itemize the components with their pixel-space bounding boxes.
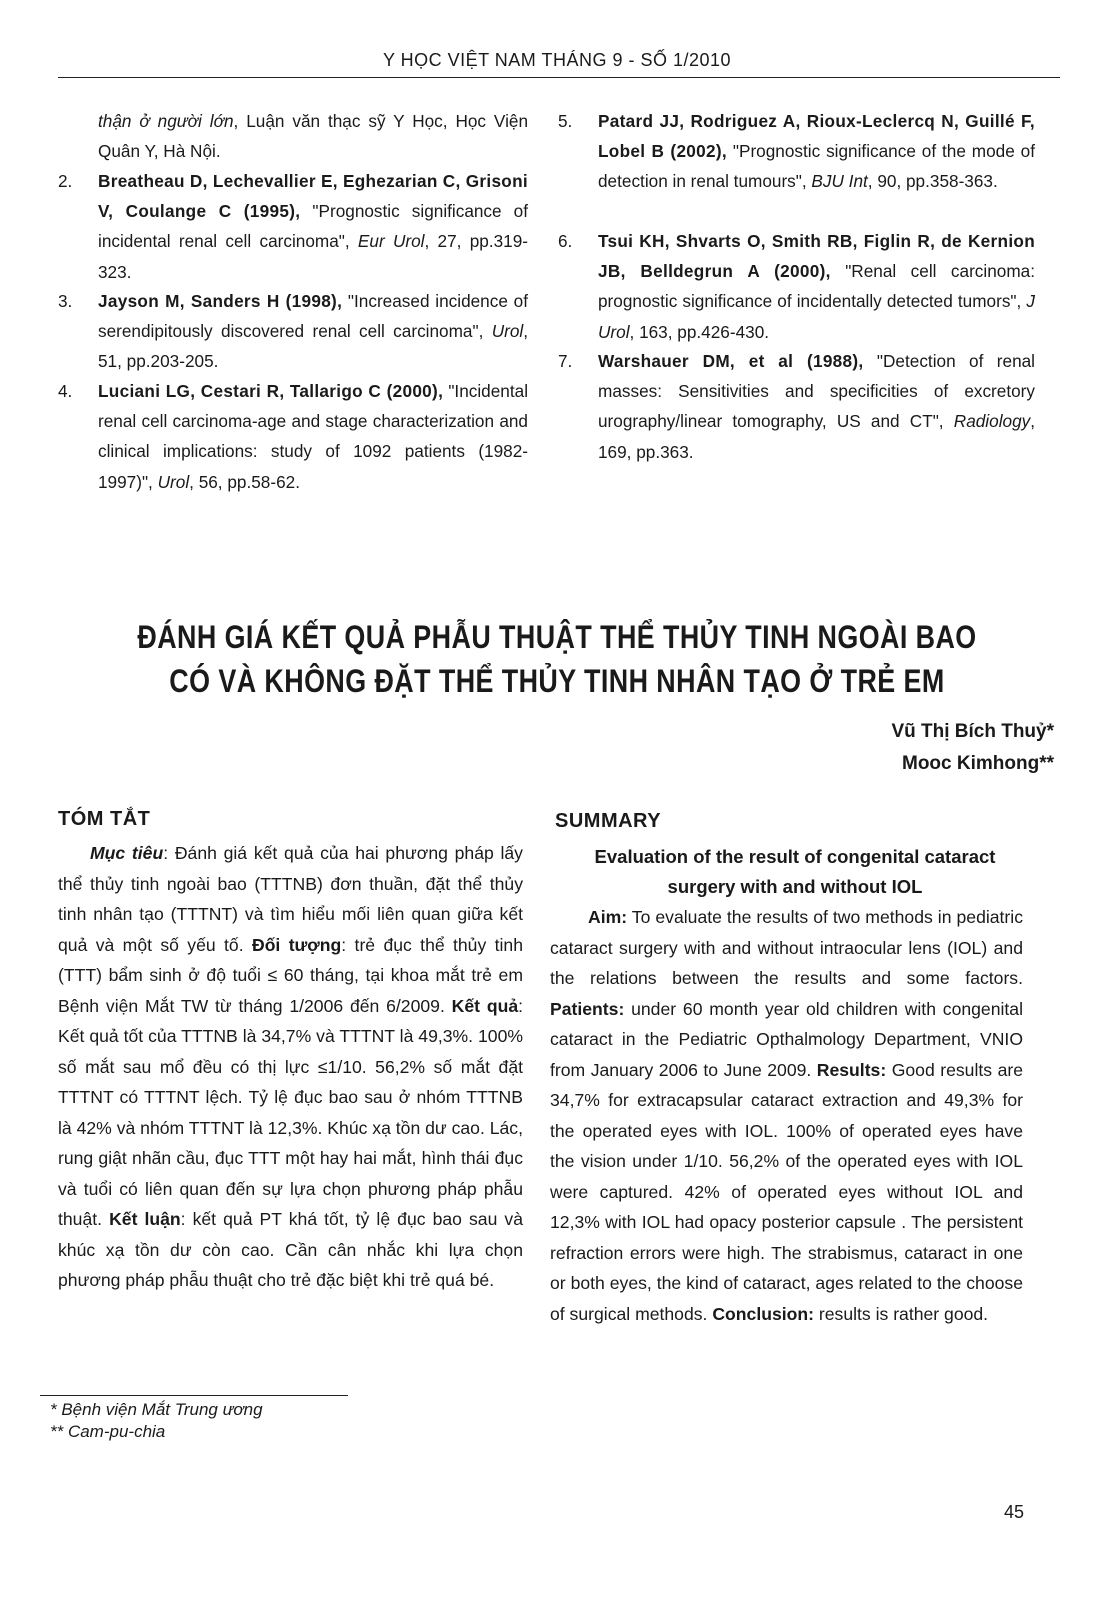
summary-en-heading: SUMMARY: [555, 810, 662, 832]
summary-en-body: Aim: To evaluate the results of two methods in pediatric cataract surgery with and without intraocular lens (IOL) and the relations between the results and some factors. Patients: under 60 month year old children with congenital cataract in the Pediatric Opthalmology Department, VNIO from January 2006 to June 2009. Results: Good results are 34,7% for extracapsular cataract extraction and 49,3% for the operated eyes with IOL. 100% of operated eyes have the vision under 1/10. 56,2% of the operated eyes with IOL were captured. 42% of operated eyes without IOL and 12,3% with IOL had opacy posterior capsule . The persistent refraction errors were high. The strabismus, cataract in one or both eyes, the kind of cataract, ages related to the choose of surgical methods. Conclusion: results is rather good.: [550, 907, 1023, 1324]
reference-item: 6. Tsui KH, Shvarts O, Smith RB, Figlin R, de Kernion JB, Belldegrun A (2000), "Renal cell carcinoma: prognostic significance of incidentally detected tumors", J Urol, 163, pp.426-430.: [558, 231, 1035, 342]
author-2: Mooc Kimhong**: [902, 753, 1054, 774]
article-title-line-1: ĐÁNH GIÁ KẾT QUẢ PHẪU THUẬT THỂ THỦY TINH NGOÀI BAO: [137, 619, 977, 655]
running-header: Y HỌC VIỆT NAM THÁNG 9 - SỐ 1/2010: [382, 50, 732, 70]
reference-item: 5. Patard JJ, Rodriguez A, Rioux-Leclercq N, Guillé F, Lobel B (2002), "Prognostic significance of the mode of detection in renal tumours", BJU Int, 90, pp.358-363.: [558, 111, 1035, 192]
reference-1-title: thận ở người lớn: [98, 111, 234, 131]
footnote-divider: [40, 1395, 348, 1396]
footnote-affiliation-1: * Bệnh viện Mắt Trung ương: [50, 1400, 263, 1419]
summary-vi-body: Mục tiêu: Đánh giá kết quả của hai phương pháp lấy thể thủy tinh ngoài bao (TTTNB) đơn thuần, đặt thể thủy tinh nhân tạo (TTTNT) và tìm hiểu mối liên quan giữa kết quả và một số yếu tố. Đối tượng: trẻ đục thể thủy tinh (TTT) bẩm sinh ở độ tuổi ≤ 60 tháng, tại khoa mắt trẻ em Bệnh viện Mắt TW từ tháng 1/2006 đến 6/2009. Kết quả: Kết quả tốt của TTTNB là 34,7% và TTTNT là 49,3%. 100% số mắt sau mổ đều có thị lực ≤1/10. 56,2% số mắt đặt TTTNT có TTTNT lệch. Tỷ lệ đục bao sau ở nhóm TTTNB là 42% và nhóm TTTNT là 12,3%. Khúc xạ tồn dư cao. Lác, rung giật nhãn cầu, đục TTT một hay hai mắt, hình thái đục và tuổi có liên quan đến sự lựa chọn phương pháp phẫu thuật. Kết luận: kết quả PT khá tốt, tỷ lệ đục bao sau và khúc xạ tồn dư còn cao. Cần cân nhắc khi lựa chọn phương pháp phẫu thuật cho trẻ đặc biệt khi trẻ quá bé.: [58, 843, 523, 1290]
article-title-line-2: CÓ VÀ KHÔNG ĐẶT THỂ THỦY TINH NHÂN TẠO Ở TRẺ EM: [169, 663, 945, 699]
summary-en-title: Evaluation of the result of congenital cataract surgery with and without IOL: [594, 846, 996, 897]
footnote-affiliation-2: ** Cam-pu-chia: [50, 1422, 166, 1441]
reference-item: 4. Luciani LG, Cestari R, Tallarigo C (2000), "Incidental renal cell carcinoma-age and stage characterization and clinical implications: study of 1092 patients (1982-1997)", Urol, 56, pp.58-62.: [58, 381, 529, 492]
aim-label-vi: Mục tiêu: [90, 843, 164, 863]
reference-continuation: [58, 106, 528, 166]
reference-item: 3. Jayson M, Sanders H (1998), "Increased incidence of serendipitously discovered renal cell carcinoma", Urol, 51, pp.203-205.: [58, 291, 528, 372]
reference-item: 2. Breatheau D, Lechevallier E, Eghezarian C, Grisoni V, Coulange C (1995), "Prognostic significance of incidental renal cell carcinoma", Eur Urol, 27, pp.319-323.: [58, 171, 528, 282]
summary-vi-heading: TÓM TẮT: [58, 808, 151, 830]
reference-item: 7. Warshauer DM, et al (1988), "Detection of renal masses: Sensitivities and specificities of excretory urography/linear tomography, US and CT", Radiology, 169, pp.363.: [558, 351, 1036, 462]
page-number: 45: [1003, 1502, 1024, 1522]
reference-1-rest: , Luận văn thạc sỹ Y Học, Học Viện Quân Y, Hà Nội.: [98, 111, 529, 162]
header-divider: [58, 77, 1060, 78]
author-1: Vũ Thị Bích Thuỷ*: [891, 721, 1054, 742]
